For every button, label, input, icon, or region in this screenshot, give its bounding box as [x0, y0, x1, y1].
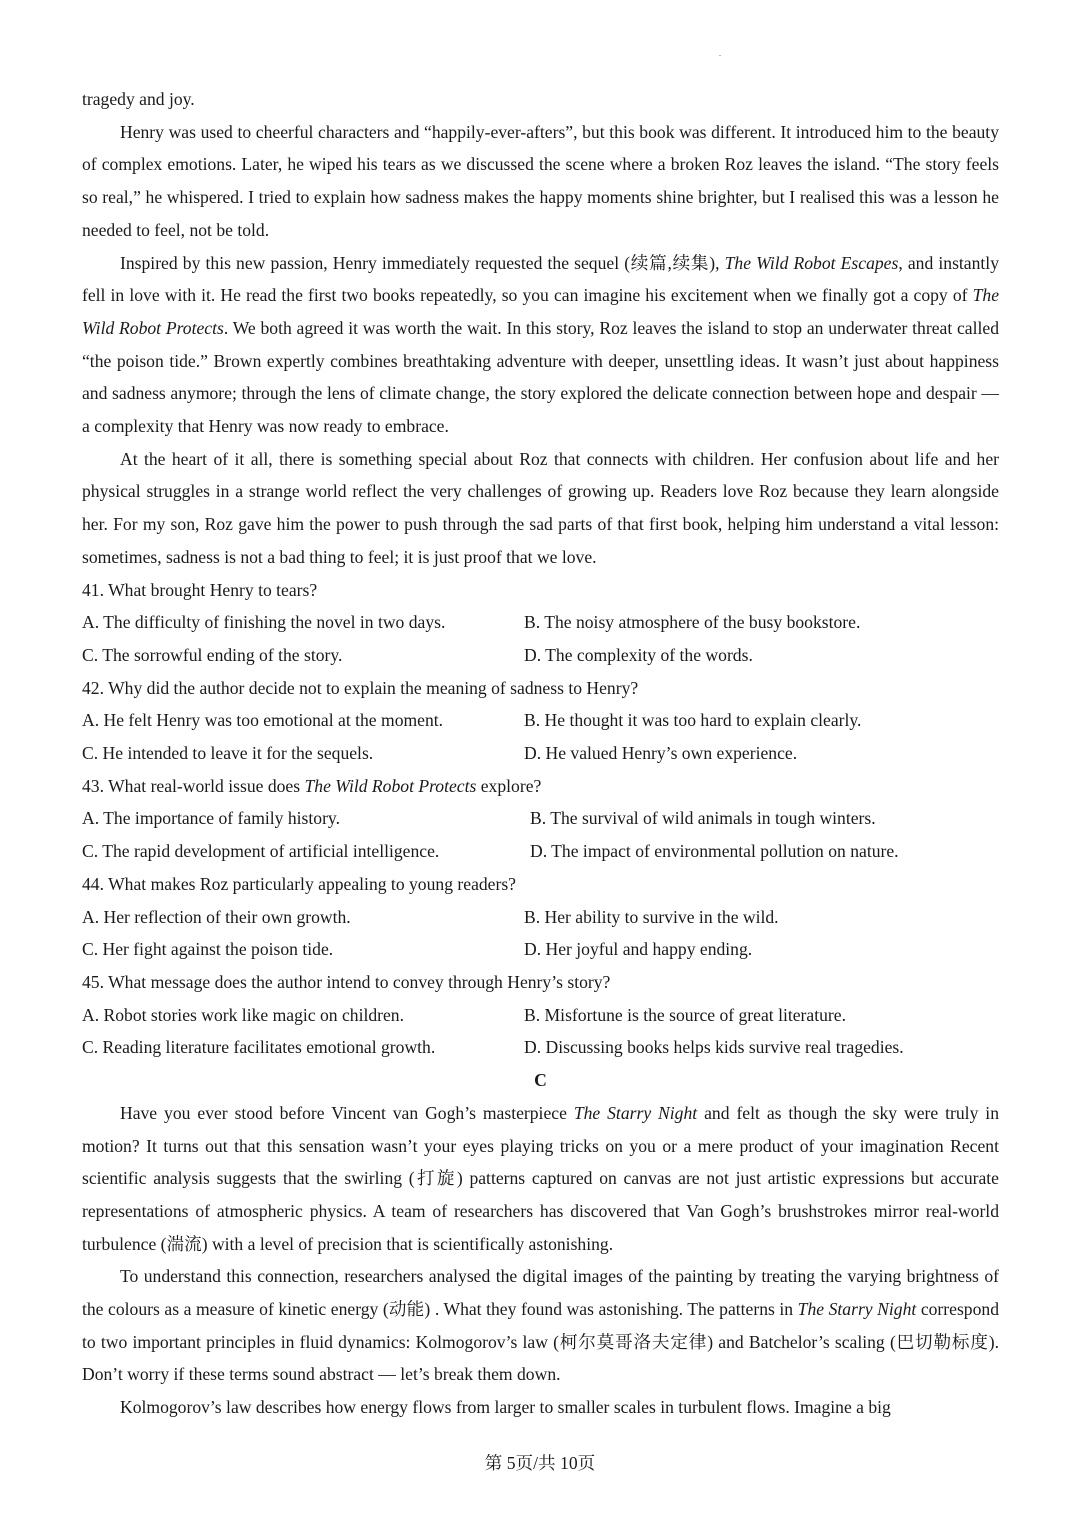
question-stem: 41. What brought Henry to tears? — [82, 579, 318, 600]
text: 43. What real-world issue does — [82, 775, 305, 796]
page-content — [82, 83, 999, 1424]
question-45 — [82, 966, 999, 1064]
option-a: A. Her reflection of their own growth. — [82, 906, 351, 927]
option-d: D. Discussing books helps kids survive real tragedies. — [524, 1037, 904, 1058]
scan-speck — [719, 55, 721, 56]
option-c: C. Her fight against the poison tide. — [82, 939, 334, 960]
paragraph: Henry was used to cheerful characters and “happily-ever-afters”, but this book was different. It introduced him to the beauty of complex emotions. Later, he wiped his tears as we discussed the scene where a broken Roz leaves the island. “The story feels so real,” he whispered. I tried to explain how sadness makes the happy moments shine brighter, but I realised this was a lesson he needed to feel, not be told. — [82, 121, 999, 240]
painting-title: The Starry Night — [797, 1299, 917, 1320]
option-a: A. The importance of family history. — [82, 808, 340, 829]
option-b: B. The survival of wild animals in tough winters. — [530, 808, 876, 829]
question-44 — [82, 868, 999, 966]
text: To understand this connection, researchers analysed the digital images of the painting by treating the varying brightness of the colours as a measure of kinetic energy (动能) . What they found was astonishing. The patterns in — [82, 1266, 999, 1320]
text: . We both agreed it was worth the wait. In this story, Roz leaves the island to stop an underwater threat called “the poison tide.” Brown expertly combines breathtaking adventure with deeper, unsettling ideas. It wasn’t just about happiness and sadness anymore; through the lens of climate change, the story explored the delicate connection between hope and despair — a complexity that Henry was now ready to embrace. — [82, 317, 999, 437]
text: correspond to two important principles in fluid dynamics: Kolmogorov’s law (柯尔莫哥洛夫定律) and Batchelor’s scaling (巴切勒标度). Don’t worry if these terms sound abstract — let’s break them down. — [82, 1299, 999, 1385]
option-c: C. He intended to leave it for the sequels. — [82, 743, 374, 764]
option-c: C. The sorrowful ending of the story. — [82, 644, 343, 665]
question-43 — [82, 770, 999, 868]
option-b: B. Misfortune is the source of great literature. — [524, 1004, 846, 1025]
paragraph — [82, 1097, 999, 1261]
text: Have you ever stood before Vincent van Gogh’s masterpiece — [120, 1102, 574, 1123]
option-c: C. The rapid development of artificial intelligence. — [82, 841, 440, 862]
question-41 — [82, 574, 999, 672]
option-b: B. The noisy atmosphere of the busy bookstore. — [524, 612, 861, 633]
text: explore? — [476, 775, 542, 796]
paragraph — [82, 247, 999, 443]
text: and felt as though the sky were truly in motion? It turns out that this sensation wasn’t your eyes playing tricks on you or a mere product of your imagination Recent scientific analysis suggests that the swirling (打旋) patterns captured on canvas are not just artistic expressions but accurate representations of atmospheric physics. A team of researchers has discovered that Van Gogh’s brushstrokes mirror real-world turbulence (湍流) with a level of precision that is scientifically astonishing. — [82, 1102, 999, 1254]
page-number: 第 5页/共 10页 — [484, 1453, 596, 1473]
book-title: The Wild Robot Protects — [82, 285, 999, 338]
painting-title: The Starry Night — [573, 1102, 698, 1123]
option-b: B. Her ability to survive in the wild. — [524, 906, 779, 927]
option-d: D. He valued Henry’s own experience. — [524, 743, 798, 764]
question-stem: 45. What message does the author intend to convey through Henry’s story? — [82, 971, 611, 992]
paragraph — [82, 1260, 999, 1391]
option-a: A. Robot stories work like magic on children. — [82, 1004, 405, 1025]
option-d: D. The impact of environmental pollution on nature. — [530, 841, 899, 862]
option-d: D. Her joyful and happy ending. — [524, 939, 753, 960]
question-stem: 42. Why did the author decide not to explain the meaning of sadness to Henry? — [82, 677, 639, 698]
text: , and instantly fell in love with it. He read the first two books repeatedly, so you can imagine his excitement when we finally got a copy of — [82, 252, 999, 306]
question-stem: 44. What makes Roz particularly appealing to young readers? — [82, 873, 516, 894]
option-d: D. The complexity of the words. — [524, 644, 753, 665]
paragraph: tragedy and joy. — [82, 89, 195, 109]
paragraph: Kolmogorov’s law describes how energy flows from larger to smaller scales in turbulent flows. Imagine a big — [120, 1397, 891, 1418]
option-b: B. He thought it was too hard to explain clearly. — [524, 710, 862, 731]
section-heading: C — [534, 1070, 547, 1091]
option-a: A. He felt Henry was too emotional at the moment. — [82, 710, 444, 731]
question-42 — [82, 672, 999, 770]
question-stem — [82, 770, 999, 803]
option-c: C. Reading literature facilitates emotional growth. — [82, 1037, 436, 1058]
text: Inspired by this new passion, Henry immediately requested the sequel (续篇,续集), — [120, 252, 725, 273]
option-a: A. The difficulty of finishing the novel in two days. — [82, 612, 446, 633]
book-title: The Wild Robot Escapes — [724, 252, 899, 273]
book-title: The Wild Robot Protects — [304, 775, 477, 796]
paragraph: At the heart of it all, there is something special about Roz that connects with children. Her confusion about life and her physical struggles in a strange world reflect the very challenges of growing up. Readers love Roz because they learn alongside her. For my son, Roz gave him the power to push through the sad parts of that first book, helping him understand a vital lesson: sometimes, sadness is not a bad thing to feel; it is just proof that we love. — [82, 448, 999, 567]
